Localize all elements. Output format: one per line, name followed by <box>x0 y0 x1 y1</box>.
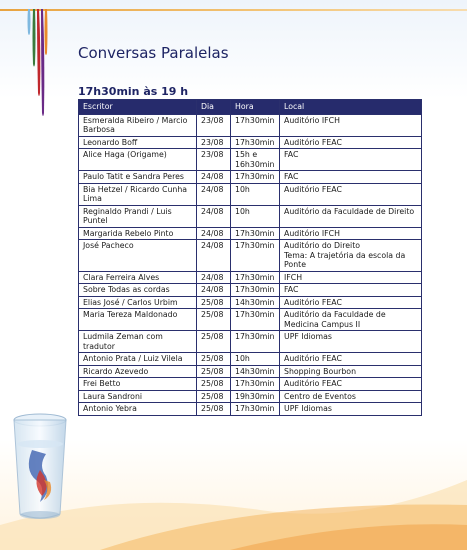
day-cell: 23/08 <box>197 149 231 171</box>
time-range-subheading: 17h30min às 19 h <box>78 85 189 98</box>
location-cell: IFCH <box>280 271 422 284</box>
time-cell: 17h30min <box>231 114 280 136</box>
location-cell: Auditório da Faculdade de Medicina Campus II <box>280 309 422 331</box>
day-cell: 25/08 <box>197 296 231 309</box>
table-row <box>79 205 422 227</box>
location-cell: FAC <box>280 149 422 171</box>
writer-cell: Leonardo Boff <box>79 136 197 149</box>
location-cell: Centro de Eventos <box>280 390 422 403</box>
table-row <box>79 331 422 353</box>
column-header-location: Local <box>280 100 422 115</box>
day-cell: 25/08 <box>197 309 231 331</box>
writer-cell: Antonio Prata / Luiz Vilela <box>79 353 197 366</box>
day-cell: 24/08 <box>197 183 231 205</box>
time-cell: 14h30min <box>231 365 280 378</box>
location-cell: FAC <box>280 284 422 297</box>
table-row <box>79 183 422 205</box>
location-cell: Auditório da Faculdade de Direito <box>280 205 422 227</box>
day-cell: 23/08 <box>197 136 231 149</box>
writer-cell: Paulo Tatit e Sandra Peres <box>79 171 197 184</box>
location-cell: Auditório FEAC <box>280 353 422 366</box>
writer-cell: Sobre Todas as cordas <box>79 284 197 297</box>
table-row <box>79 365 422 378</box>
writer-cell: Antonio Yebra <box>79 403 197 416</box>
time-cell: 17h30min <box>231 284 280 297</box>
day-cell: 25/08 <box>197 403 231 416</box>
location-cell: Shopping Bourbon <box>280 365 422 378</box>
writer-cell: Ricardo Azevedo <box>79 365 197 378</box>
table-row <box>79 171 422 184</box>
column-header-writer: Escritor <box>79 100 197 115</box>
day-cell: 24/08 <box>197 227 231 240</box>
table-row <box>79 353 422 366</box>
time-cell: 17h30min <box>231 171 280 184</box>
day-cell: 25/08 <box>197 378 231 391</box>
location-cell: Auditório IFCH <box>280 227 422 240</box>
table-row <box>79 149 422 171</box>
day-cell: 25/08 <box>197 365 231 378</box>
location-cell: Auditório IFCH <box>280 114 422 136</box>
table-row <box>79 114 422 136</box>
location-cell: Auditório FEAC <box>280 136 422 149</box>
paint-drips-decoration <box>24 9 64 119</box>
writer-cell: José Pacheco <box>79 240 197 272</box>
location-cell: FAC <box>280 171 422 184</box>
time-cell: 17h30min <box>231 227 280 240</box>
day-cell: 25/08 <box>197 353 231 366</box>
location-cell: Auditório FEAC <box>280 296 422 309</box>
time-cell: 17h30min <box>231 240 280 272</box>
writer-cell: Elias José / Carlos Urbim <box>79 296 197 309</box>
writer-cell: Ludmila Zeman com tradutor <box>79 331 197 353</box>
table-row <box>79 309 422 331</box>
writer-cell: Bia Hetzel / Ricardo Cunha Lima <box>79 183 197 205</box>
day-cell: 25/08 <box>197 331 231 353</box>
water-glass-illustration <box>10 410 70 522</box>
writer-cell: Esmeralda Ribeiro / Marcio Barbosa <box>79 114 197 136</box>
day-cell: 23/08 <box>197 114 231 136</box>
table-row <box>79 390 422 403</box>
time-cell: 10h <box>231 183 280 205</box>
table-row <box>79 284 422 297</box>
writer-cell: Maria Tereza Maldonado <box>79 309 197 331</box>
time-cell: 17h30min <box>231 378 280 391</box>
location-cell: Auditório FEAC <box>280 378 422 391</box>
table-row <box>79 271 422 284</box>
time-cell: 17h30min <box>231 403 280 416</box>
time-cell: 17h30min <box>231 271 280 284</box>
location-cell: Auditório do Direito Tema: A trajetória da escola da Ponte <box>280 240 422 272</box>
page-heading: Conversas Paralelas <box>78 44 229 62</box>
table-row <box>79 378 422 391</box>
writer-cell: Frei Betto <box>79 378 197 391</box>
time-cell: 17h30min <box>231 331 280 353</box>
table-row <box>79 403 422 416</box>
table-row <box>79 296 422 309</box>
day-cell: 24/08 <box>197 284 231 297</box>
table-row <box>79 227 422 240</box>
time-cell: 10h <box>231 353 280 366</box>
time-cell: 19h30min <box>231 390 280 403</box>
writer-cell: Margarida Rebelo Pinto <box>79 227 197 240</box>
time-cell: 14h30min <box>231 296 280 309</box>
time-cell: 15h e 16h30min <box>231 149 280 171</box>
writer-cell: Clara Ferreira Alves <box>79 271 197 284</box>
day-cell: 24/08 <box>197 271 231 284</box>
table-row <box>79 240 422 272</box>
table-row <box>79 136 422 149</box>
location-cell: UPF Idiomas <box>280 403 422 416</box>
location-cell: Auditório FEAC <box>280 183 422 205</box>
location-cell: UPF Idiomas <box>280 331 422 353</box>
day-cell: 24/08 <box>197 240 231 272</box>
orange-wave-decoration <box>0 470 467 550</box>
day-cell: 24/08 <box>197 205 231 227</box>
top-decorative-line <box>0 9 467 11</box>
writer-cell: Alice Haga (Origame) <box>79 149 197 171</box>
day-cell: 25/08 <box>197 390 231 403</box>
writer-cell: Reginaldo Prandi / Luis Puntel <box>79 205 197 227</box>
column-header-time: Hora <box>231 100 280 115</box>
time-cell: 17h30min <box>231 309 280 331</box>
time-cell: 17h30min <box>231 136 280 149</box>
column-header-day: Dia <box>197 100 231 115</box>
time-cell: 10h <box>231 205 280 227</box>
schedule-table <box>78 99 422 416</box>
day-cell: 24/08 <box>197 171 231 184</box>
writer-cell: Laura Sandroni <box>79 390 197 403</box>
table-header-row <box>79 100 422 115</box>
